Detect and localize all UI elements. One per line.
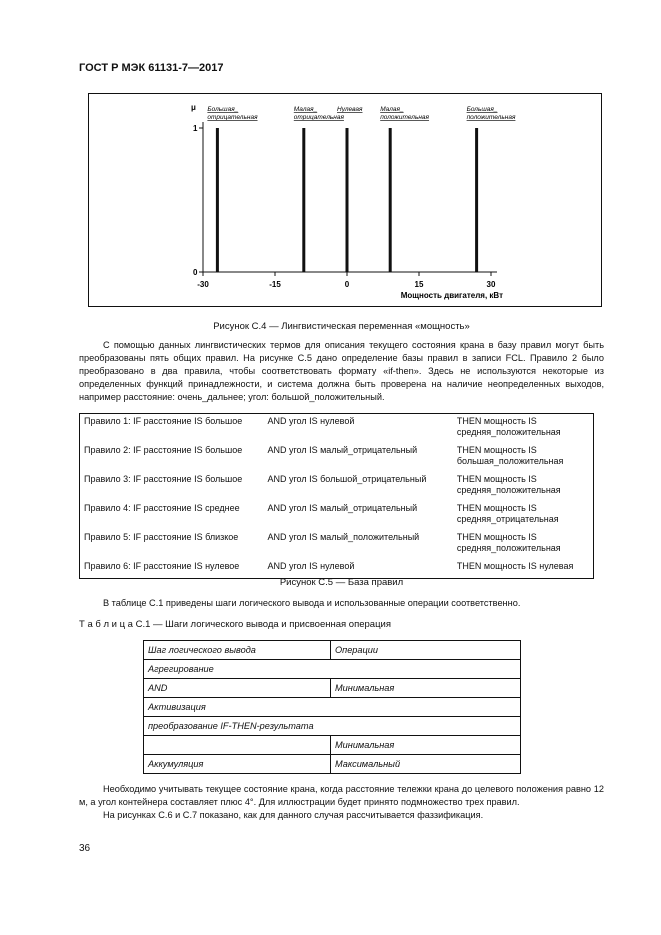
intro-text: С помощью данных лингвистических термов для описания текущего состояния крана в базу правил могут быть преобразованы пять общих правил. На рисунке С.5 дано определение базы правил в записи FCL. Правило 2 было преобразовано в два правила, чтобы соответствовать формату «if-then». Здесь не используются некоторые из определенных функций принадлежности, и система должна быть проверена на наличие неопределенных выходов, например расстояние: очень_дальнее; угол: большой_положительный.: [79, 340, 604, 402]
singleton-bar: [346, 128, 349, 272]
step-row: [144, 717, 521, 736]
singleton-label: Большая_: [207, 106, 239, 113]
rule-row: [80, 472, 594, 501]
operation-cell: Минимальная: [331, 736, 521, 755]
rule-consequence: THEN мощность IS средняя_положительная: [453, 530, 594, 559]
header-operation: Операции: [331, 641, 521, 660]
closing-paragraph-2: На рисунках С.6 и С.7 показано, как для данного случая рассчитывается фаззификация.: [103, 810, 484, 820]
step-row: [144, 698, 521, 717]
y-tick-label: 1: [193, 124, 198, 133]
table-intro-paragraph: [79, 597, 604, 610]
standard-header: ГОСТ Р МЭК 61131-7—2017: [79, 62, 224, 74]
operation-cell: Максимальный: [331, 755, 521, 774]
rule-row: [80, 501, 594, 530]
step-row: [144, 679, 521, 698]
rule-condition-distance: Правило 6: IF расстояние IS нулевое: [80, 559, 264, 579]
singleton-label: положительная: [380, 114, 430, 121]
step-cell: AND: [144, 679, 331, 698]
y-axis-label: μ: [191, 103, 196, 112]
singleton-label: отрицательная: [207, 114, 258, 121]
rule-row: [80, 559, 594, 579]
closing-paragraphs: [79, 783, 604, 822]
rule-condition-angle: AND угол IS большой_отрицательный: [267, 473, 427, 484]
operation-cell: Минимальная: [331, 679, 521, 698]
singleton-label: Малая_: [293, 106, 318, 113]
figure-c5-caption: Рисунок С.5 — База правил: [279, 577, 404, 588]
page-number: 36: [79, 843, 91, 854]
rule-base-table: [79, 413, 594, 579]
figure-c4-caption: Рисунок С.4 — Лингвистическая переменная «мощность»: [213, 321, 470, 332]
rule-condition-angle: AND угол IS малый_отрицательный: [267, 444, 418, 455]
singleton-label: положительная: [466, 114, 516, 121]
singleton-bar: [389, 128, 392, 272]
singleton-label: Большая_: [466, 106, 498, 113]
membership-chart: [88, 93, 602, 307]
singleton-bar: [302, 128, 305, 272]
step-cell: [144, 736, 331, 755]
rule-condition-angle: AND угол IS нулевой: [267, 416, 355, 426]
rule-consequence: THEN мощность IS средняя_отрицательная: [453, 501, 594, 530]
rule-row: [80, 530, 594, 559]
table-c1-title: Т а б л и ц а С.1 — Шаги логического вывода и присвоенная операция: [79, 619, 391, 630]
step-cell: Агрегирование: [144, 660, 521, 679]
intro-paragraph: [79, 339, 604, 404]
singleton-bar: [216, 128, 219, 272]
step-cell: преобразование IF-THEN-результата: [144, 717, 521, 736]
y-tick-label: 0: [193, 268, 198, 277]
x-tick-label: 0: [344, 280, 350, 289]
inference-steps-table: [143, 640, 521, 774]
rule-row: [80, 414, 594, 443]
table-intro-text: В таблице С.1 приведены шаги логического вывода и использованные операции соответственно.: [103, 598, 521, 608]
step-cell: Аккумуляция: [144, 755, 331, 774]
rule-condition-angle: AND угол IS нулевой: [267, 560, 355, 571]
x-tick-label: 15: [414, 280, 424, 289]
rule-consequence: THEN мощность IS средняя_положительная: [453, 414, 594, 443]
step-row: [144, 736, 521, 755]
closing-paragraph-1: Необходимо учитывать текущее состояние крана, когда расстояние тележки крана до целевого положения равно 12 м, а угол контейнера составляет плюс 4°. Для иллюстрации будет принято подмножество трех правил.: [79, 784, 604, 807]
x-axis-label: Мощность двигателя, кВт: [400, 291, 503, 300]
rule-condition-angle: AND угол IS малый_отрицательный: [267, 502, 418, 513]
rule-condition-distance: Правило 1: IF расстояние IS большое: [80, 414, 264, 443]
rule-consequence: THEN мощность IS нулевая: [453, 559, 594, 579]
table-header-row: [144, 641, 521, 660]
chart-svg: [89, 94, 603, 308]
singleton-label: Нулевая: [337, 106, 363, 113]
singleton-label: Малая_: [380, 106, 404, 113]
x-tick-label: -15: [269, 280, 281, 289]
step-cell: Активизация: [144, 698, 521, 717]
rule-condition-angle: AND угол IS малый_положительный: [267, 531, 420, 542]
singleton-bar: [475, 128, 478, 272]
rule-consequence: THEN мощность IS большая_положительная: [453, 443, 594, 472]
rule-condition-distance: Правило 4: IF расстояние IS среднее: [80, 501, 264, 530]
rule-condition-distance: Правило 3: IF расстояние IS большое: [80, 472, 264, 501]
rule-row: [80, 443, 594, 472]
x-tick-label: -30: [197, 280, 209, 289]
rule-condition-distance: Правило 2: IF расстояние IS большое: [80, 443, 264, 472]
step-row: [144, 755, 521, 774]
singleton-label: отрицательная: [293, 114, 344, 121]
x-tick-label: 30: [486, 280, 496, 289]
rule-consequence: THEN мощность IS средняя_положительная: [453, 472, 594, 501]
step-row: [144, 660, 521, 679]
rule-condition-distance: Правило 5: IF расстояние IS близкое: [80, 530, 264, 559]
header-step: Шаг логического вывода: [144, 641, 331, 660]
